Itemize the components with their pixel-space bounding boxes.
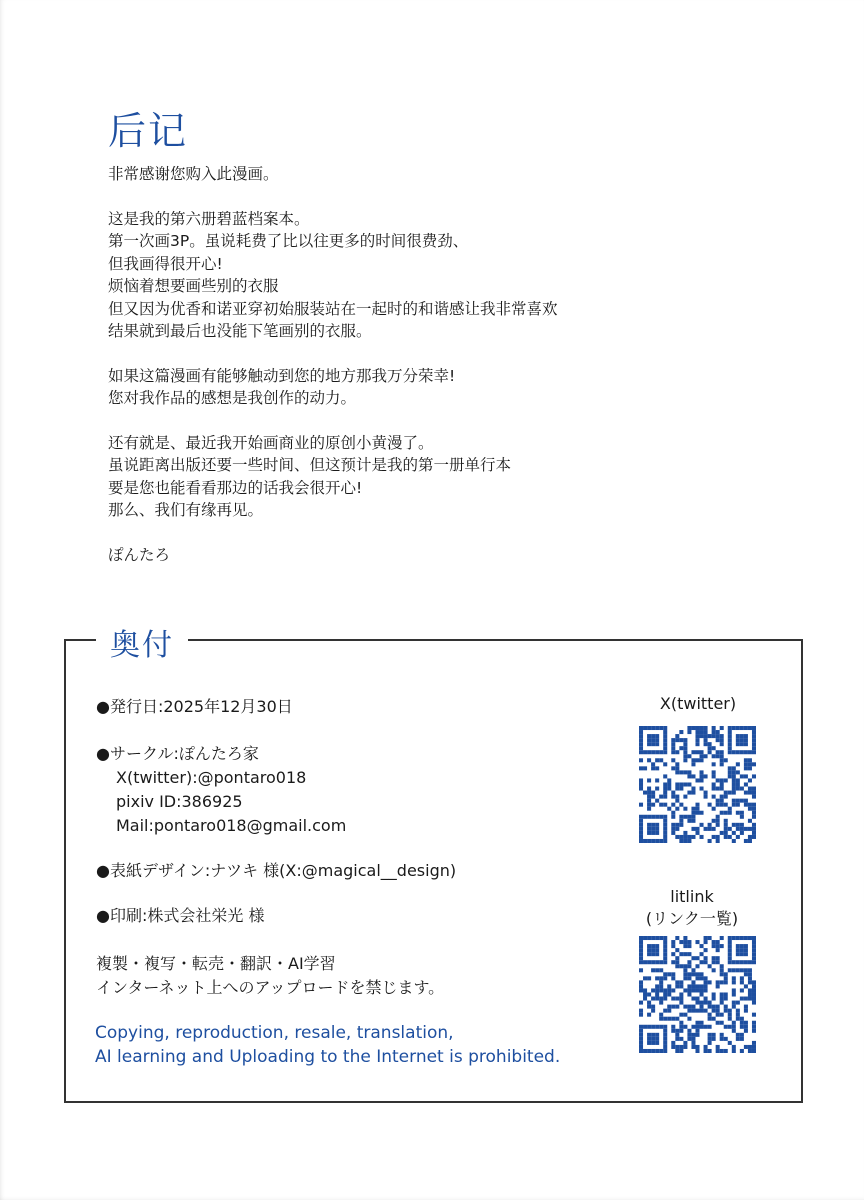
circle-name: ●サークル:ぽんたろ家 <box>96 744 259 763</box>
colophon-title: 奥付 <box>106 620 178 664</box>
prohibition-english <box>95 1021 560 1069</box>
circle-twitter: X(twitter):@pontaro018 <box>116 768 307 787</box>
colophon-frame-top-right <box>188 639 801 641</box>
qr-litlink-label <box>622 887 762 929</box>
prohibition-en-line: Copying, reproduction, resale, translation, <box>95 1023 454 1043</box>
qr-litlink-label-line: litlink <box>670 887 714 906</box>
afterword-line: 虽说距离出版还要一些时间、但这预计是我的第一册单行本 <box>108 456 512 474</box>
cover-design: ●表紙デザイン:ナツキ 様(X:@magical__design) <box>96 861 457 880</box>
afterword-body <box>108 163 748 566</box>
afterword-paragraph <box>108 365 748 410</box>
afterword-line: 如果这篇漫画有能够触动到您的地方那我万分荣幸! <box>108 366 456 385</box>
afterword-line: 但又因为优香和诺亚穿初始服装站在一起时的和谐感让我非常喜欢 <box>108 299 558 318</box>
afterword-line: 烦恼着想要画些别的衣服 <box>108 277 279 295</box>
afterword-title: 后记 <box>108 109 189 153</box>
afterword-paragraph <box>108 163 748 186</box>
printing-company: ●印刷:株式会社栄光 様 <box>96 906 265 925</box>
qr-twitter-label: X(twitter) <box>659 694 737 713</box>
prohibition-ja-line: インターネット上へのアップロードを禁じます。 <box>96 978 445 997</box>
afterword-line: 这是我的第六册碧蓝档案本。 <box>108 209 310 228</box>
afterword-line: 结果就到最后也没能下笔画别的衣服。 <box>108 322 372 340</box>
afterword-line: 第一次画3P。虽说耗费了比以往更多的时间很费劲、 <box>108 232 469 250</box>
circle-pixiv: pixiv ID:386925 <box>116 792 243 811</box>
qr-code-twitter-icon[interactable] <box>639 726 756 843</box>
afterword-line: 但我画得很开心! <box>108 254 223 273</box>
prohibition-ja-line: 複製・複写・転売・翻訳・AI学習 <box>96 954 336 973</box>
prohibition-en-line: AI learning and Uploading to the Internet is prohibited. <box>95 1047 561 1067</box>
afterword-line: 那么、我们有缘再见。 <box>108 501 264 519</box>
afterword-line: 要是您也能看看那边的话我会很开心! <box>108 478 363 497</box>
colophon-frame-top-left <box>64 639 96 641</box>
afterword-paragraph <box>108 208 748 343</box>
qr-litlink-label-line: (リンク一覧) <box>645 909 739 928</box>
afterword-line: 还有就是、最近我开始画商业的原创小黄漫了。 <box>108 433 434 452</box>
afterword-paragraph <box>108 432 748 522</box>
prohibition-japanese <box>96 952 444 1000</box>
afterword-line: 您对我作品的感想是我创作的动力。 <box>108 389 357 407</box>
author-signature: ぽんたろ <box>108 545 171 564</box>
qr-code-litlink-icon[interactable] <box>639 936 756 1053</box>
publish-date: ●発行日:2025年12月30日 <box>96 697 293 716</box>
circle-mail: Mail:pontaro018@gmail.com <box>116 816 347 835</box>
circle-info <box>96 742 346 838</box>
afterword-line: 非常感谢您购入此漫画。 <box>108 165 279 183</box>
